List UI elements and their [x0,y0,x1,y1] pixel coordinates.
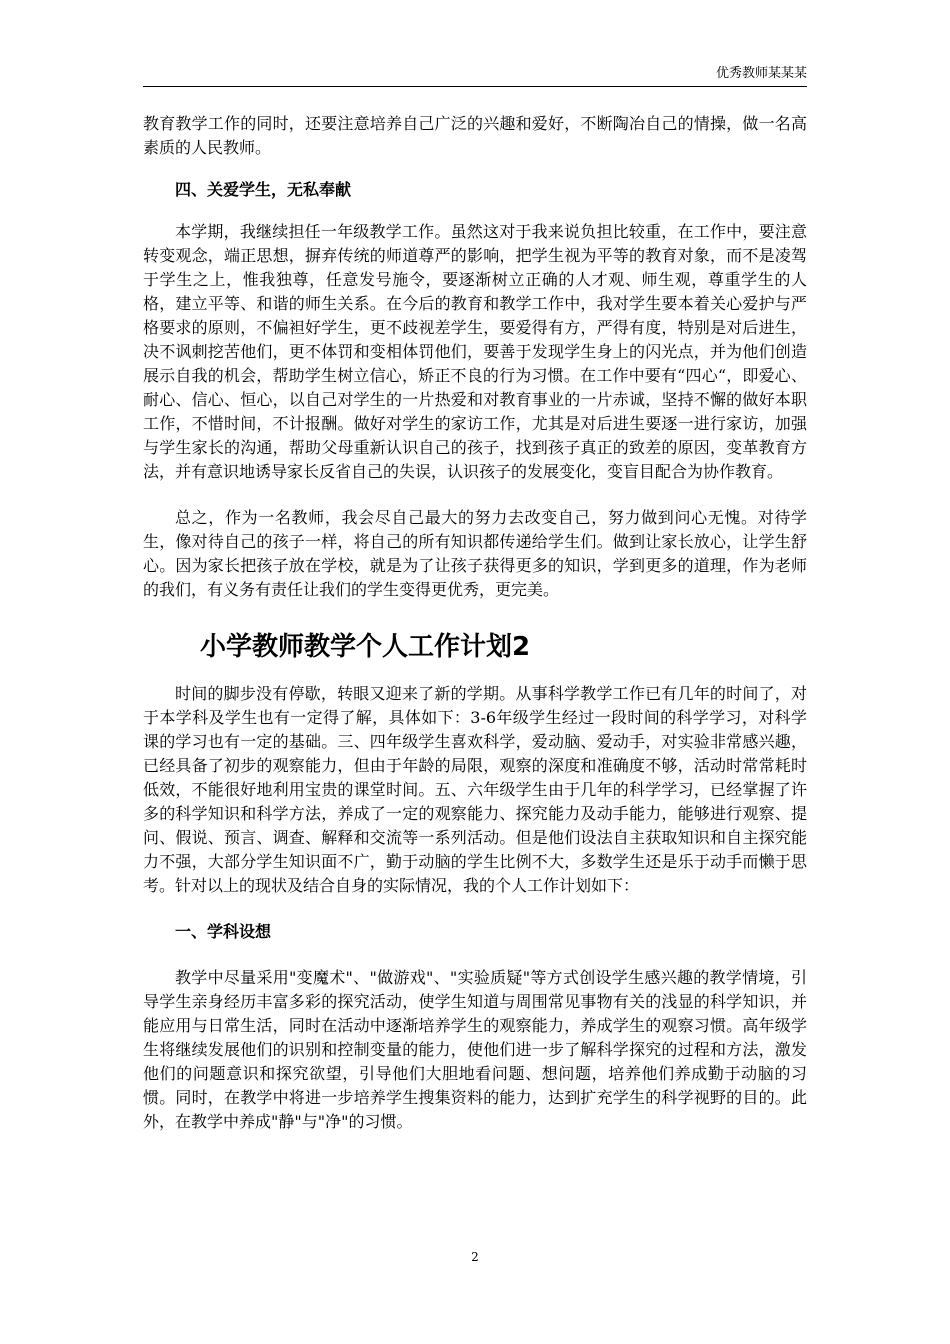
section-heading-1: 一、学科设想 [175,922,272,941]
page-number: 2 [471,1250,479,1264]
paragraph-intro-2: 时间的脚步没有停歇，转眼又迎来了新的学期。从事科学教学工作已有几年的时间了，对于本学科及学生也有一定得了解，具体如下：3-6年级学生经过一段时间的科学学习，对科学课的学习也有一定的基础。三、四年级学生喜欢科学，爱动脑、爱动手，对实验非常感兴趣，已经具备了初步的观察能力，但由于年龄的局限，观察的深度和准确度不够，活动时常常耗时低效，不能很好地利用宝贵的课堂时间。五、六年级学生由于几年的科学学习，已经掌握了许多的科学知识和科学方法，养成了一定的观察能力、探究能力及动手能力，能够进行观察、提问、假说、预言、调查、解释和交流等一系列活动。但是他们设法自主获取知识和自主探究能力不强，大部分学生知识面不广，勤于动脑的学生比例不大，多数学生还是乐于动手而懒于思考。针对以上的现状及结合自身的实际情况，我的个人工作计划如下： [143,684,807,895]
paragraph-continued: 教育教学工作的同时，还要注意培养自己广泛的兴趣和爱好，不断陶冶自己的情操，做一名高素质的人民教师。 [143,114,807,157]
document-title-2: 小学教师教学个人工作计划2 [200,632,531,662]
page-header-text: 优秀教师某某某 [715,66,807,81]
paragraph-summary: 总之，作为一名教师，我会尽自己最大的努力去改变自己，努力做到问心无愧。对待学生，像对待自己的孩子一样，将自己的所有知识都传递给学生们。做到让家长放心，让学生舒心。因为家长把孩子放在学校，就是为了让孩子获得更多的知识，学到更多的道理，作为老师的我们，有义务有责任让我们的学生变得更优秀，更完美。 [143,508,807,599]
section-heading-4: 四、关爱学生，无私奉献 [175,180,352,199]
header-rule [143,86,807,87]
document-body [143,112,807,1134]
paragraph-subject-plan: 教学中尽量采用"变魔术"、"做游戏"、"实验质疑"等方式创设学生感兴趣的教学情境，引导学生亲身经历丰富多彩的探究活动，使学生知道与周围常见事物有关的浅显的科学知识，并能应用与日常生活，同时在活动中逐渐培养学生的观察能力，养成学生的观察习惯。高年级学生将继续发展他们的识别和控制变量的能力，使他们进一步了解科学探究的过程和方法，激发他们的问题意识和探究欲望，引导他们大胆地看问题、想问题，培养他们养成勤于动脑的习惯。同时，在教学中将进一步培养学生搜集资料的能力，达到扩充学生的科学视野的目的。此外，在教学中养成"静"与"净"的习惯。 [143,968,807,1131]
paragraph-care-students: 本学期，我继续担任一年级教学工作。虽然这对于我来说负担比较重，在工作中，要注意转变观念，端正思想，摒弃传统的师道尊严的影响，把学生视为平等的教育对象，而不是凌驾于学生之上，惟我独尊，任意发号施令，要逐渐树立正确的人才观、师生观，尊重学生的人格，建立平等、和谐的师生关系。在今后的教育和教学工作中，我对学生要本着关心爱护与严格要求的原则，不偏袒好学生，更不歧视差学生，要爱得有方，严得有度，特别是对后进生，决不讽刺挖苦他们，更不体罚和变相体罚他们，要善于发现学生身上的闪光点，并为他们创造展示自我的机会，帮助学生树立信心，矫正不良的行为习惯。在工作中要有“四心“，即爱心、耐心、信心、恒心，以自己对学生的一片热爱和对教育事业的一片赤诚，坚持不懈的做好本职工作，不惜时间，不计报酬。做好对学生的家访工作，尤其是对后进生要逐一进行家访，加强与学生家长的沟通，帮助父母重新认识自己的孩子，找到孩子真正的致差的原因，变革教育方法，并有意识地诱导家长反省自己的失误，认识孩子的发展变化，变盲目配合为协作教育。 [143,222,807,481]
